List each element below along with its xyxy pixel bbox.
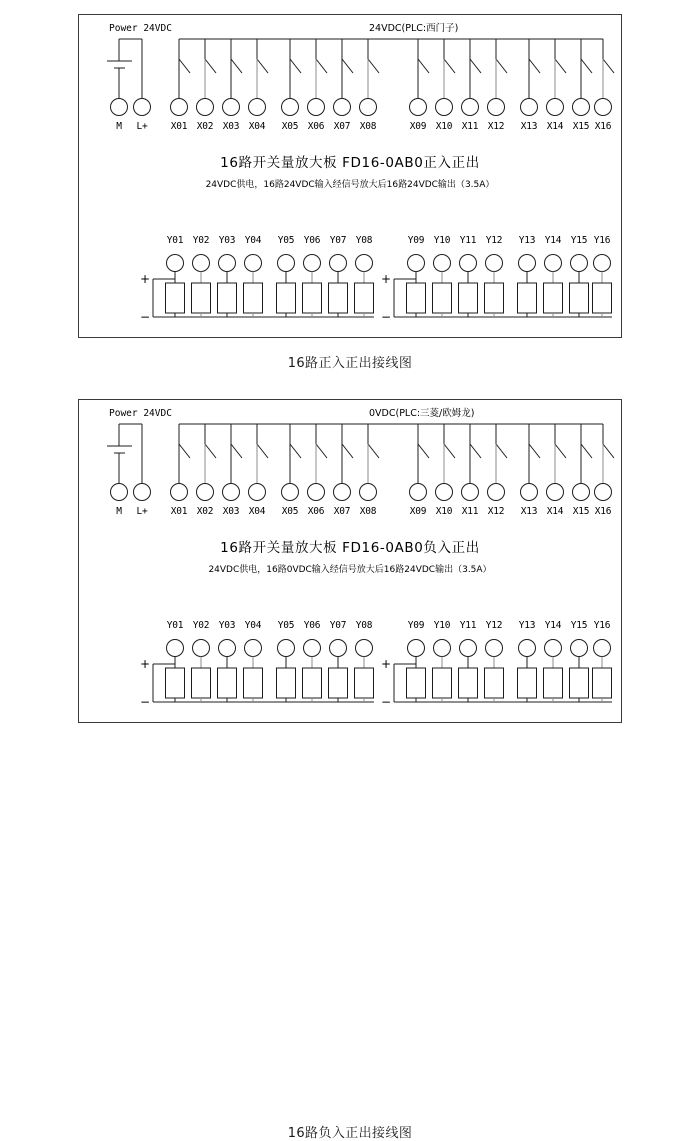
output-terminal-Y07 (330, 255, 347, 272)
output-channel-Y11 (459, 620, 478, 702)
load-box-Y08 (355, 668, 374, 698)
output-terminal-Y15 (571, 255, 588, 272)
load-box-Y08 (355, 283, 374, 313)
input-channel-X06 (308, 424, 328, 517)
input-terminal-X13 (521, 484, 538, 501)
output-terminal-label: Y02 (192, 235, 210, 246)
switch-blade (444, 444, 455, 458)
output-terminal-Y07 (330, 640, 347, 657)
negative-rail-label: − (139, 310, 151, 324)
output-channel-Y15 (570, 235, 589, 317)
output-terminal-Y08 (356, 255, 373, 272)
output-channel-Y05 (277, 620, 296, 702)
input-terminal-label: X05 (281, 506, 299, 517)
load-box-Y03 (218, 668, 237, 698)
output-terminal-Y01 (167, 640, 184, 657)
input-terminal-X04 (249, 484, 266, 501)
output-terminal-label: Y03 (218, 620, 236, 631)
input-channel-X05 (282, 39, 302, 132)
output-channel-Y14 (544, 235, 563, 317)
output-channel-Y16 (593, 620, 612, 702)
load-box-Y06 (303, 283, 322, 313)
input-terminal-X16 (595, 99, 612, 116)
input-channel-X16 (595, 39, 615, 132)
output-channel-Y01 (166, 620, 185, 702)
input-terminal-label: X14 (546, 121, 564, 132)
input-channel-X12 (488, 39, 508, 132)
input-terminal-X15 (573, 99, 590, 116)
switch-blade (342, 59, 353, 73)
load-box-Y01 (166, 668, 185, 698)
schematic-drawing-1 (79, 15, 621, 337)
switch-blade (290, 444, 301, 458)
output-channel-Y07 (329, 620, 348, 702)
load-box-Y10 (433, 668, 452, 698)
input-terminal-X06 (308, 484, 325, 501)
switch-blade (418, 444, 429, 458)
power-terminal-Lplus (134, 484, 151, 501)
load-box-Y11 (459, 283, 478, 313)
input-channel-X03 (223, 424, 243, 517)
output-channel-Y12 (485, 620, 504, 702)
diagram-caption-2: 16路负入正出接线图 (287, 1126, 413, 1141)
board-title: 16路开关量放大板 FD16-0AB0正入正出 (220, 155, 480, 171)
load-box-Y14 (544, 283, 563, 313)
output-channel-Y02 (192, 620, 211, 702)
switch-blade (418, 59, 429, 73)
input-channel-X05 (282, 424, 302, 517)
output-terminal-Y16 (594, 255, 611, 272)
input-terminal-label: X08 (359, 121, 377, 132)
power-source-label: Power 24VDC (109, 408, 172, 419)
load-box-Y15 (570, 668, 589, 698)
output-terminal-label: Y08 (355, 620, 373, 631)
switch-blade (581, 59, 592, 73)
output-terminal-Y06 (304, 640, 321, 657)
input-terminal-label: X09 (409, 121, 427, 132)
input-terminal-X10 (436, 484, 453, 501)
output-terminal-label: Y16 (593, 235, 611, 246)
load-box-Y05 (277, 283, 296, 313)
input-channel-X14 (547, 424, 567, 517)
output-terminal-label: Y05 (277, 620, 295, 631)
output-terminal-label: Y16 (593, 620, 611, 631)
output-terminal-label: Y11 (459, 235, 477, 246)
output-channel-Y06 (303, 620, 322, 702)
output-terminal-label: Y01 (166, 620, 184, 631)
output-terminal-label: Y14 (544, 620, 562, 631)
load-box-Y11 (459, 668, 478, 698)
input-channel-X11 (462, 39, 482, 132)
input-terminal-label: X03 (222, 506, 240, 517)
output-terminal-Y04 (245, 255, 262, 272)
load-box-Y16 (593, 283, 612, 313)
output-channel-Y04 (244, 620, 263, 702)
input-terminal-X03 (223, 484, 240, 501)
output-channel-Y13 (518, 620, 537, 702)
output-terminal-label: Y04 (244, 235, 262, 246)
output-channel-Y10 (433, 235, 452, 317)
output-terminal-Y05 (278, 255, 295, 272)
power-terminal-label: L+ (136, 506, 148, 517)
positive-rail-label: + (139, 657, 151, 671)
output-terminal-Y02 (193, 640, 210, 657)
output-terminal-Y04 (245, 640, 262, 657)
input-channel-X02 (197, 424, 217, 517)
output-group-left (140, 235, 374, 324)
input-terminal-label: X11 (461, 121, 479, 132)
output-terminal-Y11 (460, 255, 477, 272)
power-terminal-Lplus (134, 99, 151, 116)
switch-blade (529, 444, 540, 458)
input-terminal-X15 (573, 484, 590, 501)
output-terminal-label: Y11 (459, 620, 477, 631)
input-terminal-X05 (282, 99, 299, 116)
power-terminal-M (111, 484, 128, 501)
input-channel-X06 (308, 39, 328, 132)
output-channel-Y10 (433, 620, 452, 702)
input-channel-X08 (360, 39, 380, 132)
switch-blade (555, 444, 566, 458)
output-group-left (140, 620, 374, 709)
input-terminal-label: X06 (307, 506, 325, 517)
output-channel-Y04 (244, 235, 263, 317)
input-terminal-label: X08 (359, 506, 377, 517)
output-terminal-Y03 (219, 255, 236, 272)
output-terminal-Y15 (571, 640, 588, 657)
output-group-right (381, 620, 612, 709)
output-terminal-label: Y05 (277, 235, 295, 246)
input-terminal-label: X04 (248, 121, 266, 132)
output-terminal-Y03 (219, 640, 236, 657)
output-channel-Y09 (407, 235, 426, 317)
power-terminal-label: M (116, 121, 122, 132)
input-channel-X07 (334, 39, 354, 132)
diagram-block-2 (0, 385, 700, 1141)
output-terminal-Y05 (278, 640, 295, 657)
output-terminal-label: Y07 (329, 620, 347, 631)
output-terminal-label: Y08 (355, 235, 373, 246)
switch-blade (470, 59, 481, 73)
positive-rail-label: + (380, 272, 392, 286)
switch-blade (179, 444, 190, 458)
load-box-Y09 (407, 283, 426, 313)
switch-blade (342, 444, 353, 458)
load-box-Y13 (518, 283, 537, 313)
input-terminal-X12 (488, 484, 505, 501)
switch-blade (257, 444, 268, 458)
power-source-label: Power 24VDC (109, 23, 172, 34)
input-terminal-label: X16 (594, 121, 612, 132)
input-channel-X12 (488, 424, 508, 517)
input-terminal-X09 (410, 99, 427, 116)
schematic-frame-2 (78, 399, 622, 723)
diagram-caption-1: 16路正入正出接线图 (287, 356, 413, 371)
input-channel-X14 (547, 39, 567, 132)
switch-blade (603, 59, 614, 73)
output-channel-Y08 (355, 235, 374, 317)
input-terminal-X14 (547, 484, 564, 501)
output-terminal-label: Y06 (303, 235, 321, 246)
input-channel-X09 (410, 424, 430, 517)
switch-blade (368, 59, 379, 73)
input-terminal-label: X12 (487, 121, 505, 132)
input-terminal-X03 (223, 99, 240, 116)
switch-blade (368, 444, 379, 458)
output-channel-Y12 (485, 235, 504, 317)
input-terminal-X11 (462, 99, 479, 116)
load-box-Y12 (485, 668, 504, 698)
output-channel-Y06 (303, 235, 322, 317)
load-box-Y03 (218, 283, 237, 313)
input-terminal-label: X09 (409, 506, 427, 517)
input-terminal-X08 (360, 484, 377, 501)
input-channel-X08 (360, 424, 380, 517)
output-channel-Y11 (459, 235, 478, 317)
input-channel-X11 (462, 424, 482, 517)
negative-rail-label: − (139, 695, 151, 709)
switch-blade (179, 59, 190, 73)
input-terminal-label: X10 (435, 121, 453, 132)
input-terminal-X07 (334, 484, 351, 501)
output-terminal-Y12 (486, 640, 503, 657)
load-box-Y13 (518, 668, 537, 698)
input-terminal-label: X07 (333, 121, 351, 132)
input-terminal-X01 (171, 484, 188, 501)
input-terminal-X05 (282, 484, 299, 501)
switch-blade (257, 59, 268, 73)
output-channel-Y15 (570, 620, 589, 702)
input-terminal-X09 (410, 484, 427, 501)
input-terminal-X14 (547, 99, 564, 116)
output-terminal-label: Y01 (166, 235, 184, 246)
output-terminal-label: Y09 (407, 235, 425, 246)
output-terminal-Y09 (408, 255, 425, 272)
output-terminal-Y14 (545, 255, 562, 272)
output-channel-Y16 (593, 235, 612, 317)
switch-blade (205, 444, 216, 458)
input-terminal-X12 (488, 99, 505, 116)
output-terminal-label: Y03 (218, 235, 236, 246)
load-box-Y04 (244, 668, 263, 698)
negative-rail-label: − (380, 695, 392, 709)
input-terminal-label: X13 (520, 121, 538, 132)
switch-blade (555, 59, 566, 73)
board-subtitle: 24VDC供电，16路24VDC输入经信号放大后16路24VDC输出（3.5A） (205, 180, 495, 190)
input-channel-X04 (249, 39, 269, 132)
load-box-Y02 (192, 283, 211, 313)
input-terminal-label: X04 (248, 506, 266, 517)
input-channel-X01 (171, 424, 191, 517)
input-terminal-label: X02 (196, 506, 214, 517)
output-terminal-Y12 (486, 255, 503, 272)
input-terminal-X01 (171, 99, 188, 116)
switch-blade (603, 444, 614, 458)
output-terminal-label: Y12 (485, 235, 503, 246)
input-channel-X03 (223, 39, 243, 132)
output-channel-Y02 (192, 235, 211, 317)
diagram-block-1 (0, 0, 700, 385)
output-terminal-label: Y10 (433, 235, 451, 246)
input-terminal-X06 (308, 99, 325, 116)
load-box-Y16 (593, 668, 612, 698)
output-terminal-Y10 (434, 640, 451, 657)
output-channel-Y07 (329, 235, 348, 317)
output-terminal-Y02 (193, 255, 210, 272)
power-terminal-label: M (116, 506, 122, 517)
input-channel-X16 (595, 424, 615, 517)
switch-blade (290, 59, 301, 73)
input-terminal-X07 (334, 99, 351, 116)
load-box-Y10 (433, 283, 452, 313)
input-terminal-label: X02 (196, 121, 214, 132)
input-channel-X10 (436, 424, 456, 517)
input-channel-X02 (197, 39, 217, 132)
output-terminal-Y16 (594, 640, 611, 657)
positive-rail-label: + (139, 272, 151, 286)
positive-rail-label: + (380, 657, 392, 671)
output-terminal-label: Y10 (433, 620, 451, 631)
input-channel-X13 (521, 39, 541, 132)
load-box-Y14 (544, 668, 563, 698)
output-terminal-label: Y02 (192, 620, 210, 631)
output-terminal-label: Y12 (485, 620, 503, 631)
output-terminal-label: Y04 (244, 620, 262, 631)
schematic-drawing-2 (79, 400, 621, 722)
input-terminal-X16 (595, 484, 612, 501)
input-terminal-X02 (197, 99, 214, 116)
output-channel-Y08 (355, 620, 374, 702)
switch-blade (496, 59, 507, 73)
output-channel-Y14 (544, 620, 563, 702)
input-channel-X01 (171, 39, 191, 132)
input-channel-X04 (249, 424, 269, 517)
output-terminal-label: Y13 (518, 620, 536, 631)
load-box-Y07 (329, 283, 348, 313)
output-terminal-label: Y15 (570, 235, 588, 246)
input-terminal-label: X11 (461, 506, 479, 517)
output-terminal-Y13 (519, 640, 536, 657)
input-channel-X13 (521, 424, 541, 517)
switch-blade (231, 444, 242, 458)
output-terminal-Y06 (304, 255, 321, 272)
output-terminal-Y08 (356, 640, 373, 657)
load-box-Y09 (407, 668, 426, 698)
input-terminal-label: X01 (170, 506, 188, 517)
input-terminal-label: X16 (594, 506, 612, 517)
output-channel-Y03 (218, 235, 237, 317)
load-box-Y12 (485, 283, 504, 313)
negative-rail-label: − (380, 310, 392, 324)
input-terminal-X04 (249, 99, 266, 116)
board-subtitle: 24VDC供电，16路0VDC输入经信号放大后16路24VDC输出（3.5A） (208, 565, 492, 575)
switch-blade (496, 444, 507, 458)
board-title: 16路开关量放大板 FD16-0AB0负入正出 (220, 540, 480, 556)
output-terminal-label: Y07 (329, 235, 347, 246)
input-terminal-label: X01 (170, 121, 188, 132)
power-terminal-label: L+ (136, 121, 148, 132)
load-box-Y01 (166, 283, 185, 313)
input-terminal-label: X05 (281, 121, 299, 132)
output-terminal-Y01 (167, 255, 184, 272)
input-bus-label: 24VDC(PLC:西门子) (369, 23, 459, 34)
load-box-Y05 (277, 668, 296, 698)
input-terminal-label: X15 (572, 506, 590, 517)
input-terminal-label: X06 (307, 121, 325, 132)
input-terminal-label: X13 (520, 506, 538, 517)
input-bus-label: 0VDC(PLC:三菱/欧姆龙) (369, 408, 475, 419)
switch-blade (316, 444, 327, 458)
output-terminal-Y13 (519, 255, 536, 272)
schematic-frame-1 (78, 14, 622, 338)
output-channel-Y13 (518, 235, 537, 317)
switch-blade (581, 444, 592, 458)
output-terminal-label: Y13 (518, 235, 536, 246)
output-terminal-label: Y15 (570, 620, 588, 631)
output-channel-Y03 (218, 620, 237, 702)
input-channel-X15 (573, 424, 593, 517)
input-terminal-label: X14 (546, 506, 564, 517)
power-supply-symbol (107, 424, 142, 483)
power-terminal-M (111, 99, 128, 116)
output-terminal-Y10 (434, 255, 451, 272)
input-terminal-label: X12 (487, 506, 505, 517)
switch-blade (316, 59, 327, 73)
switch-blade (470, 444, 481, 458)
output-channel-Y05 (277, 235, 296, 317)
output-terminal-Y11 (460, 640, 477, 657)
output-group-right (381, 235, 612, 324)
input-terminal-label: X07 (333, 506, 351, 517)
load-box-Y04 (244, 283, 263, 313)
load-box-Y15 (570, 283, 589, 313)
load-box-Y06 (303, 668, 322, 698)
input-channel-X07 (334, 424, 354, 517)
output-terminal-Y14 (545, 640, 562, 657)
input-channel-X09 (410, 39, 430, 132)
output-channel-Y09 (407, 620, 426, 702)
input-channel-X15 (573, 39, 593, 132)
input-terminal-X08 (360, 99, 377, 116)
load-box-Y02 (192, 668, 211, 698)
input-terminal-X11 (462, 484, 479, 501)
input-terminal-label: X10 (435, 506, 453, 517)
input-channel-X10 (436, 39, 456, 132)
load-box-Y07 (329, 668, 348, 698)
output-channel-Y01 (166, 235, 185, 317)
input-terminal-X10 (436, 99, 453, 116)
switch-blade (529, 59, 540, 73)
input-terminal-X13 (521, 99, 538, 116)
power-supply-symbol (107, 39, 142, 98)
switch-blade (231, 59, 242, 73)
output-terminal-label: Y06 (303, 620, 321, 631)
output-terminal-label: Y09 (407, 620, 425, 631)
input-terminal-label: X15 (572, 121, 590, 132)
output-terminal-Y09 (408, 640, 425, 657)
output-terminal-label: Y14 (544, 235, 562, 246)
switch-blade (444, 59, 455, 73)
input-terminal-label: X03 (222, 121, 240, 132)
switch-blade (205, 59, 216, 73)
input-terminal-X02 (197, 484, 214, 501)
